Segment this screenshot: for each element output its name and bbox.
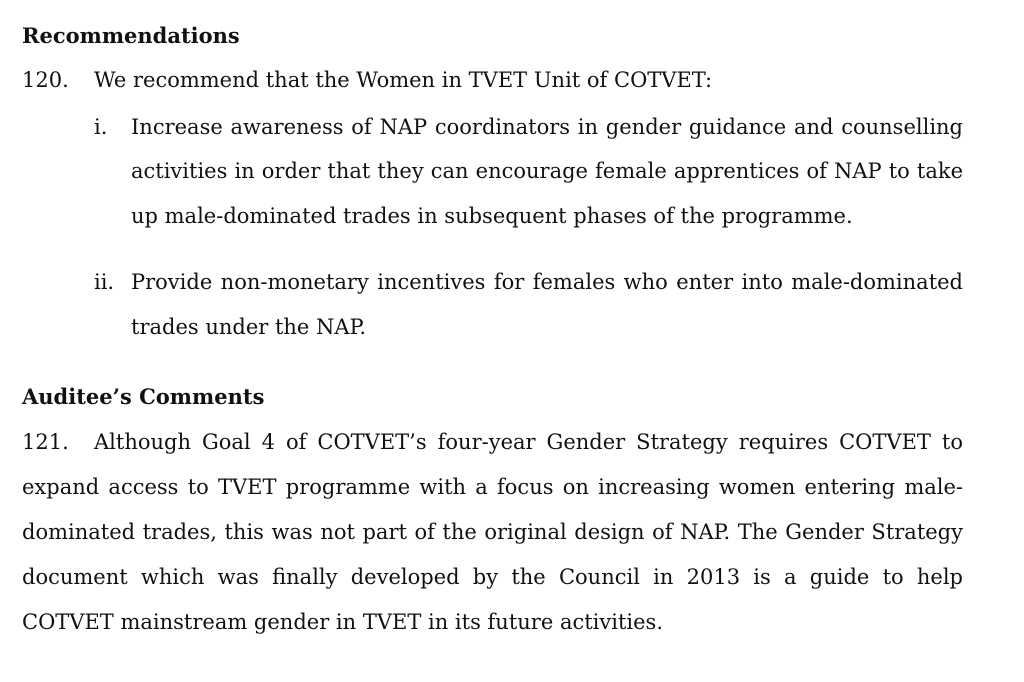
- paragraph-number-121: 121.: [22, 430, 69, 454]
- recommendation-ii-line-2: trades under the NAP.: [131, 315, 367, 339]
- recommendation-i-line-2: activities in order that they can encourage female apprentices of NAP to take: [131, 159, 963, 183]
- recommendation-i-line-3: up male-dominated trades in subsequent phases of the programme.: [131, 204, 853, 228]
- auditee-comments-heading: Auditee’s Comments: [22, 384, 265, 409]
- comment-line-2: expand access to TVET programme with a focus on increasing women entering male-: [22, 475, 963, 499]
- recommendation-intro: We recommend that the Women in TVET Unit of COTVET:: [94, 68, 713, 92]
- paragraph-number-120: 120.: [22, 68, 69, 92]
- list-marker-ii: ii.: [94, 270, 115, 294]
- comment-line-1: Although Goal 4 of COTVET’s four-year Gender Strategy requires COTVET to: [94, 430, 963, 454]
- comment-line-4: document which was finally developed by the Council in 2013 is a guide to help: [22, 565, 963, 589]
- list-marker-i: i.: [94, 115, 108, 139]
- recommendations-heading: Recommendations: [22, 23, 240, 48]
- recommendation-ii-line-1: Provide non-monetary incentives for females who enter into male-dominated: [131, 270, 963, 294]
- comment-line-3: dominated trades, this was not part of the original design of NAP. The Gender Strategy: [22, 520, 963, 544]
- comment-line-5: COTVET mainstream gender in TVET in its future activities.: [22, 610, 663, 634]
- recommendation-i-line-1: Increase awareness of NAP coordinators in gender guidance and counselling: [131, 115, 963, 139]
